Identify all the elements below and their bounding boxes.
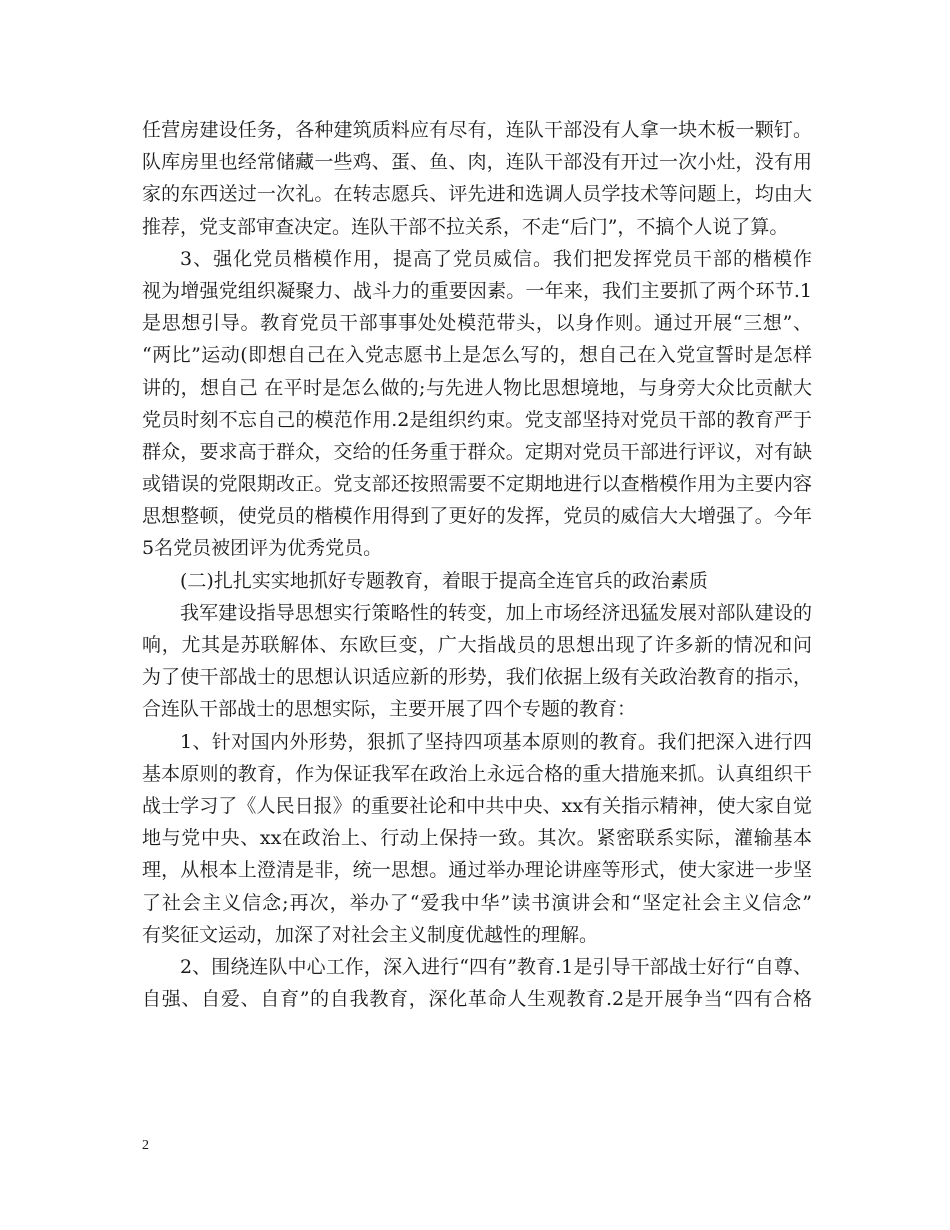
text-line: 合连队干部战士的思想实际，主要开展了四个专题的教育： — [142, 698, 637, 721]
page-number: 2 — [142, 1138, 149, 1153]
text-line: 我军建设指导思想实行策略性的转变，加上市场经济迅猛发展对部队建设的 — [180, 601, 812, 624]
text-line: 响，尤其是苏联解体、东欧巨变，广大指战员的思想出现了许多新的情况和问 — [142, 634, 812, 656]
text-line: 家的东西送过一次礼。在转志愿兵、评先进和选调人员学技术等问题上，均由大 — [142, 183, 812, 206]
text-line: 地与党中央、xx在政治上、行动上保持一致。其次。紧密联系实际，灌输基本 — [142, 827, 812, 850]
text-line: 了社会主义信念;再次，举办了“爱我中华”读书演讲会和“坚定社会主义信念” — [142, 891, 812, 914]
text-line: 自强、自爱、自育”的自我教育，深化革命人生观教育.2是开展争当“四有合格 — [142, 988, 812, 1011]
text-line: 思想整顿，使党员的楷模作用得到了更好的发挥，党员的威信大大增强了。今年 — [142, 505, 812, 528]
text-line: 5名党员被团评为优秀党员。 — [142, 537, 383, 560]
text-line: 队库房里也经常储藏一些鸡、蛋、鱼、肉，连队干部没有开过一次小灶，没有用 — [142, 151, 812, 174]
text-line: 为了使干部战士的思想认识适应新的形势，我们依据上级有关政治教育的指示， — [142, 666, 812, 689]
text-line: 任营房建设任务，各种建筑质料应有尽有，连队干部没有人拿一块木板一颗钉。 — [142, 119, 812, 141]
text-line: 或错误的党限期改正。党支部还按照需要不定期地进行以查楷模作用为主要内容 — [142, 473, 812, 496]
text-line: 讲的，想自己 在平时是怎么做的;与先进人物比思想境地，与身旁大众比贡献大 — [142, 376, 812, 399]
text-line: 理，从根本上澄清是非，统一思想。通过举办理论讲座等形式，使大家进一步坚 — [142, 859, 812, 882]
text-line: 推荐，党支部审查决定。连队干部不拉关系，不走“后门”，不搞个人说了算。 — [142, 215, 789, 238]
text-line: 3、强化党员楷模作用，提高了党员威信。我们把发挥党员干部的楷模作 — [180, 247, 812, 270]
document-body — [142, 114, 812, 1015]
text-line: (二)扎扎实实地抓好专题教育，着眼于提高全连官兵的政治素质 — [180, 569, 708, 592]
text-line: 1、针对国内外形势，狠抓了坚持四项基本原则的教育。我们把深入进行四 — [180, 730, 812, 753]
text-line: 有奖征文运动，加深了对社会主义制度优越性的理解。 — [142, 923, 599, 946]
text-line: 党员时刻不忘自己的模范作用.2是组织约束。党支部坚持对党员干部的教育严于 — [142, 408, 812, 431]
text-line: 战士学习了《人民日报》的重要社论和中共中央、xx有关指示精神，使大家自觉 — [142, 794, 812, 817]
text-line: “两比”运动(即想自己在入党志愿书上是怎么写的，想自己在入党宣誓时是怎样 — [142, 344, 812, 367]
text-line: 2、围绕连队中心工作，深入进行“四有”教育.1是引导干部战士好行“自尊、 — [180, 955, 812, 978]
text-line: 群众，要求高于群众，交给的任务重于群众。定期对党员干部进行评议，对有缺 — [142, 440, 812, 463]
text-line: 基本原则的教育，作为保证我军在政治上永远合格的重大措施来抓。认真组织干 — [142, 762, 812, 785]
text-line: 视为增强党组织凝聚力、战斗力的重要因素。一年来，我们主要抓了两个环节.1 — [142, 279, 812, 302]
text-line: 是思想引导。教育党员干部事事处处模范带头，以身作则。通过开展“三想”、 — [142, 312, 812, 335]
